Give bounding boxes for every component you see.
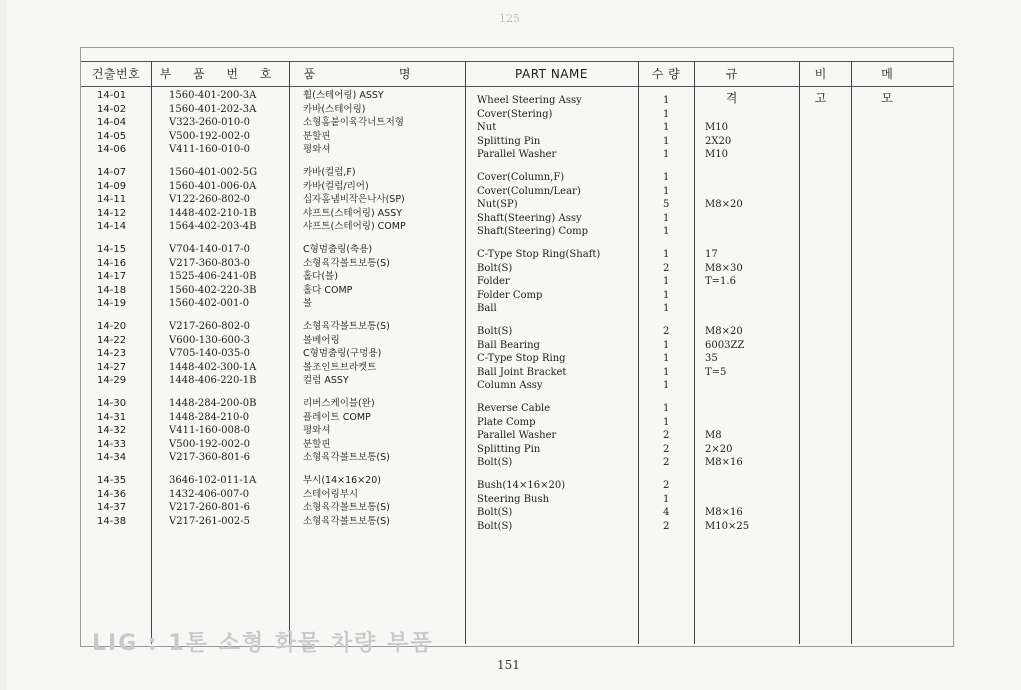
english-part-name: Wheel Steering Assy — [477, 95, 582, 106]
header-korean-name: 품 명 — [303, 67, 451, 81]
group-gap — [169, 388, 257, 398]
specification — [705, 171, 749, 185]
quantity: 2 — [663, 430, 670, 441]
korean-part-name: 평와셔 — [303, 144, 331, 155]
part-number: 1560-402-001-0 — [169, 298, 250, 309]
korean-part-name: 휠(스테어링) ASSY — [303, 90, 384, 101]
korean-part-name: 소형육각볼트보통(S) — [303, 257, 390, 269]
korean-part-name: 소형홈붙이육각너트저형 — [303, 117, 404, 128]
english-part-name: C-Type Stop Ring(Shaft) — [477, 249, 601, 260]
english-part-name: Nut — [477, 122, 497, 133]
item-number: 14-15 — [97, 244, 127, 255]
column-part-no — [169, 89, 257, 528]
group-gap — [169, 157, 257, 167]
item-number: 14-33 — [97, 438, 127, 450]
item-number: 14-30 — [97, 398, 127, 409]
english-part-name: Cover(Stering) — [477, 108, 553, 120]
specification — [705, 108, 749, 122]
quantity: 1 — [663, 276, 670, 287]
specification — [705, 479, 749, 493]
english-part-name: Bolt(S) — [477, 507, 513, 518]
korean-part-name: 십자홈냄비작은나사(SP) — [303, 194, 405, 205]
item-number: 14-12 — [97, 207, 127, 219]
quantity: 1 — [663, 303, 670, 314]
part-number: 3646-102-011-1A — [169, 475, 257, 486]
english-part-name: Folder — [477, 276, 510, 287]
korean-part-name: 분할핀 — [303, 130, 331, 142]
group-gap — [663, 162, 669, 172]
specification: 17 — [705, 249, 718, 260]
specification: 6003ZZ — [705, 339, 745, 351]
group-gap — [663, 316, 669, 326]
specification — [705, 379, 749, 393]
specification — [705, 416, 749, 430]
item-number: 14-23 — [97, 348, 127, 359]
english-part-name: Ball Joint Bracket — [477, 366, 567, 378]
korean-part-name: 컬럼 ASSY — [303, 375, 349, 386]
group-gap — [169, 311, 257, 321]
korean-part-name: 소형육각볼트보통(S) — [303, 515, 390, 527]
specification — [705, 225, 749, 239]
column-part-name — [477, 94, 600, 533]
part-number: 1448-284-210-0 — [169, 411, 250, 423]
header-memo: 메 모 — [881, 67, 923, 105]
quantity: 4 — [663, 507, 670, 518]
part-number: V704-140-017-0 — [169, 244, 250, 255]
specification — [705, 493, 749, 507]
part-number: 1448-284-200-0B — [169, 398, 257, 409]
part-number: V217-261-002-5 — [169, 515, 250, 527]
part-number: V217-360-803-0 — [169, 257, 250, 269]
header-no: 건출번호 — [91, 67, 141, 81]
header-part-no: 부 품 번 호 — [159, 67, 281, 81]
specification — [705, 289, 749, 303]
group-gap — [303, 311, 406, 321]
english-part-name: Reverse Cable — [477, 403, 551, 414]
item-number: 14-38 — [97, 515, 127, 527]
header-qty: 수 량 — [651, 67, 681, 81]
quantity: 1 — [663, 366, 670, 378]
part-number: 1560-401-006-0A — [169, 180, 257, 192]
english-part-name: Bolt(S) — [477, 262, 513, 274]
specification — [705, 402, 749, 416]
english-part-name: Cover(Column/Lear) — [477, 185, 581, 197]
part-number: V500-192-002-0 — [169, 130, 250, 142]
part-number: 1448-402-300-1A — [169, 361, 257, 373]
group-gap — [303, 465, 406, 475]
part-number: V411-160-010-0 — [169, 144, 250, 155]
quantity: 1 — [663, 339, 670, 351]
item-number: 14-07 — [97, 167, 127, 178]
group-gap — [97, 311, 126, 321]
korean-part-name: 소형육각볼트보통(S) — [303, 502, 390, 513]
english-part-name: Splitting Pin — [477, 443, 541, 455]
quantity: 1 — [663, 403, 670, 414]
header-spec: 규 격 — [725, 67, 768, 105]
specification: M8×20 — [705, 326, 743, 337]
english-part-name: Shaft(Steering) Assy — [477, 212, 582, 224]
part-number: 1560-401-002-5G — [169, 167, 258, 178]
group-gap — [663, 393, 669, 403]
group-gap — [169, 234, 257, 244]
group-gap — [97, 157, 126, 167]
group-gap — [477, 393, 600, 403]
korean-part-name: 플레이트 COMP — [303, 411, 371, 423]
col-divider — [151, 61, 152, 644]
quantity: 2 — [663, 326, 670, 337]
part-number: 1560-402-220-3B — [169, 284, 257, 296]
quantity: 1 — [663, 122, 670, 133]
quantity: 2 — [663, 457, 670, 468]
item-number: 14-19 — [97, 298, 127, 309]
korean-part-name: 스테어링부시 — [303, 488, 359, 500]
quantity: 2 — [663, 480, 670, 491]
english-part-name: Parallel Washer — [477, 430, 557, 441]
part-number: 1448-406-220-1B — [169, 375, 257, 386]
quantity: 1 — [663, 135, 670, 147]
group-gap — [663, 470, 669, 480]
specification: 2X20 — [705, 135, 732, 147]
group-gap — [97, 465, 126, 475]
quantity: 1 — [663, 380, 670, 391]
quantity: 2 — [663, 520, 670, 532]
specification: 2×20 — [705, 443, 733, 455]
korean-part-name: 볼베어링 — [303, 334, 340, 346]
korean-part-name: 샤프트(스테어링) COMP — [303, 221, 406, 232]
group-gap — [663, 239, 669, 249]
item-number: 14-18 — [97, 284, 127, 296]
col-divider — [799, 61, 800, 644]
english-part-name: Plate Comp — [477, 416, 536, 428]
item-number: 14-36 — [97, 488, 127, 500]
quantity: 1 — [663, 493, 670, 505]
korean-part-name: C형멈춤링(축용) — [303, 244, 373, 255]
item-number: 14-20 — [97, 321, 127, 332]
col-divider — [694, 61, 695, 644]
column-korean-name — [303, 89, 406, 528]
item-number: 14-37 — [97, 502, 127, 513]
specification: M8×20 — [705, 199, 743, 210]
korean-part-name: 소형육각볼트보통(S) — [303, 452, 390, 463]
quantity: 1 — [663, 185, 670, 197]
english-part-name: Ball Bearing — [477, 339, 540, 351]
korean-part-name: 분할핀 — [303, 438, 331, 450]
quantity: 1 — [663, 108, 670, 120]
column-no — [97, 89, 126, 528]
quantity: 2 — [663, 262, 670, 274]
korean-part-name: 소형육각볼트보통(S) — [303, 321, 390, 332]
quantity: 1 — [663, 416, 670, 428]
specification: M8×30 — [705, 262, 743, 274]
english-part-name: Parallel Washer — [477, 149, 557, 160]
english-part-name: Steering Bush — [477, 493, 550, 505]
column-spec — [705, 94, 749, 533]
specification: M10 — [705, 122, 728, 133]
korean-part-name: 리버스케이블(완) — [303, 398, 375, 409]
item-number: 14-14 — [97, 221, 127, 232]
item-number: 14-29 — [97, 375, 127, 386]
group-gap — [303, 234, 406, 244]
group-gap — [303, 157, 406, 167]
footer-watermark: LIG : 1톤 소형 화물 차량 부품 — [92, 631, 434, 656]
specification: T=1.6 — [705, 276, 736, 287]
korean-part-name: 카바(스테어링) — [303, 103, 366, 115]
english-part-name: Bush(14×16×20) — [477, 480, 566, 491]
quantity: 5 — [663, 199, 670, 210]
group-gap — [303, 388, 406, 398]
header-remarks: 비 고 — [814, 67, 836, 105]
item-number: 14-31 — [97, 411, 127, 423]
column-qty — [663, 94, 669, 533]
col-divider — [851, 61, 852, 644]
group-gap — [97, 388, 126, 398]
part-number: V411-160-008-0 — [169, 425, 250, 436]
korean-part-name: 부시(14×16×20) — [303, 475, 381, 486]
english-part-name: Shaft(Steering) Comp — [477, 226, 589, 237]
korean-part-name: 카바(컬럼,F) — [303, 167, 356, 178]
english-part-name: Cover(Column,F) — [477, 172, 565, 183]
part-number: 1560-401-202-3A — [169, 103, 257, 115]
specification: M10×25 — [705, 520, 750, 532]
part-number: 1560-401-200-3A — [169, 90, 257, 101]
item-number: 14-11 — [97, 194, 127, 205]
korean-part-name: 평와셔 — [303, 425, 331, 436]
item-number: 14-17 — [97, 271, 127, 282]
korean-part-name: 카바(컬럼/리어) — [303, 180, 369, 192]
part-number: V217-260-801-6 — [169, 502, 250, 513]
group-gap — [477, 316, 600, 326]
group-gap — [97, 234, 126, 244]
item-number: 14-05 — [97, 130, 127, 142]
quantity: 1 — [663, 249, 670, 260]
top-page-number: 125 — [499, 12, 520, 25]
group-gap — [705, 393, 749, 403]
scan-edge — [0, 0, 6, 690]
item-number: 14-32 — [97, 425, 127, 436]
part-number: 1525-406-241-0B — [169, 271, 257, 282]
korean-part-name: 홀다 COMP — [303, 284, 353, 296]
item-number: 14-27 — [97, 361, 127, 373]
part-number: V600-130-600-3 — [169, 334, 250, 346]
specification: 35 — [705, 353, 718, 364]
header-part-name: PART NAME — [515, 67, 588, 81]
quantity: 1 — [663, 353, 670, 364]
english-part-name: Splitting Pin — [477, 135, 541, 147]
english-part-name: Bolt(S) — [477, 326, 513, 337]
group-gap — [705, 316, 749, 326]
specification: M8×16 — [705, 457, 743, 468]
english-part-name: Column Assy — [477, 380, 543, 391]
item-number: 14-16 — [97, 257, 127, 269]
korean-part-name: 볼조인트브라켓트 — [303, 361, 377, 373]
part-number: V217-360-801-6 — [169, 452, 250, 463]
bottom-page-number: 151 — [497, 658, 520, 672]
english-part-name: Bolt(S) — [477, 520, 513, 532]
item-number: 14-04 — [97, 117, 127, 128]
item-number: 14-06 — [97, 144, 127, 155]
group-gap — [477, 162, 600, 172]
specification: M10 — [705, 149, 728, 160]
part-number: V705-140-035-0 — [169, 348, 250, 359]
specification: M8 — [705, 430, 722, 441]
quantity: 1 — [663, 212, 670, 224]
english-part-name: Folder Comp — [477, 289, 543, 301]
specification: T=5 — [705, 366, 727, 378]
specification — [705, 302, 749, 316]
part-number: 1432-406-007-0 — [169, 488, 250, 500]
group-gap — [705, 162, 749, 172]
korean-part-name: C형멈춤링(구멍용) — [303, 348, 382, 359]
quantity: 1 — [663, 226, 670, 237]
part-number: 1448-402-210-1B — [169, 207, 257, 219]
col-divider — [465, 61, 466, 644]
english-part-name: Nut(SP) — [477, 199, 518, 210]
item-number: 14-09 — [97, 180, 127, 192]
item-number: 14-34 — [97, 452, 127, 463]
korean-part-name: 샤프트(스테어링) ASSY — [303, 207, 403, 219]
english-part-name: Ball — [477, 303, 497, 314]
group-gap — [477, 470, 600, 480]
quantity: 1 — [663, 289, 670, 301]
korean-part-name: 홀다(볼) — [303, 271, 338, 282]
group-gap — [705, 239, 749, 249]
quantity: 1 — [663, 95, 670, 106]
item-number: 14-22 — [97, 334, 127, 346]
quantity: 2 — [663, 443, 670, 455]
english-part-name: Bolt(S) — [477, 457, 513, 468]
specification: M8×16 — [705, 507, 743, 518]
item-number: 14-35 — [97, 475, 127, 486]
group-gap — [169, 465, 257, 475]
specification — [705, 212, 749, 226]
part-number: V122-260-802-0 — [169, 194, 250, 205]
group-gap — [477, 239, 600, 249]
item-number: 14-01 — [97, 90, 127, 101]
quantity: 1 — [663, 149, 670, 160]
part-number: 1564-402-203-4B — [169, 221, 257, 232]
group-gap — [705, 470, 749, 480]
col-divider — [289, 61, 290, 644]
korean-part-name: 볼 — [303, 298, 313, 309]
part-number: V217-260-802-0 — [169, 321, 250, 332]
col-divider — [638, 61, 639, 644]
part-number: V323-260-010-0 — [169, 117, 250, 128]
parts-table — [80, 47, 954, 647]
specification — [705, 94, 749, 108]
part-number: V500-192-002-0 — [169, 438, 250, 450]
specification — [705, 185, 749, 199]
quantity: 1 — [663, 172, 670, 183]
item-number: 14-02 — [97, 103, 127, 115]
english-part-name: C-Type Stop Ring — [477, 353, 566, 364]
